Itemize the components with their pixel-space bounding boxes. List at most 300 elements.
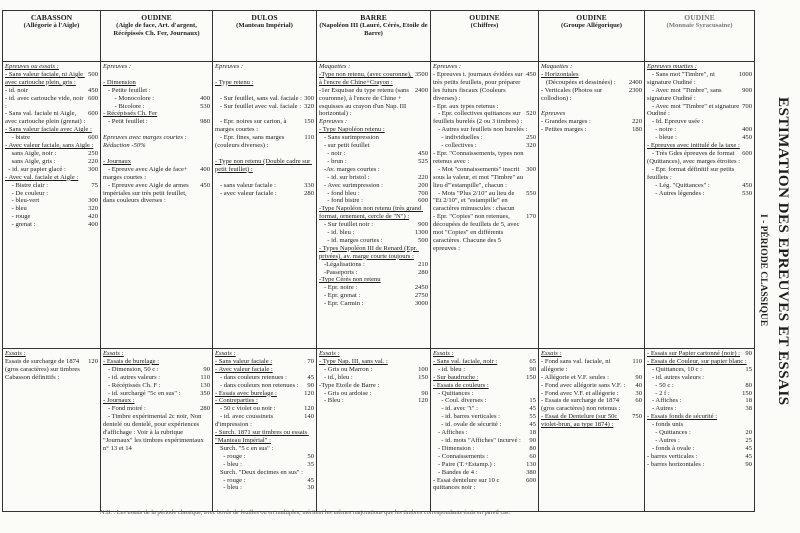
price-entry <box>319 269 428 277</box>
entry-label: - Quittances : <box>433 389 474 397</box>
header-row <box>3 11 755 62</box>
price-entry <box>433 453 536 461</box>
price-entry <box>103 87 210 95</box>
price-entry <box>647 429 752 437</box>
entry-label: Epreuves <box>541 110 566 118</box>
price-entry <box>647 461 752 469</box>
price-entry <box>319 142 428 150</box>
entry-label: - bleu : <box>215 484 242 492</box>
price-entry <box>319 174 428 182</box>
entry-price: 900 <box>418 221 428 229</box>
price-entry <box>647 358 752 366</box>
price-entry <box>433 437 536 445</box>
price-entry <box>541 358 642 374</box>
entry-label: - Epr. fines, sans marges (couleurs diverses) : <box>215 134 286 150</box>
entry-label: - Mots "Plus 2/10" au lieu de "Et 2/10", et "estampille" en caractères minuscules : chacun <box>433 189 517 213</box>
entry-label: - avec valeur faciale : <box>215 189 277 197</box>
entry-price: 400 <box>88 221 98 229</box>
price-entry <box>433 374 536 382</box>
price-entry <box>433 429 536 437</box>
entry-price: 300 <box>88 197 98 205</box>
entry-price: 530 <box>742 189 752 197</box>
entry-price: 450 <box>742 181 752 189</box>
entry-price: 55 <box>529 413 536 421</box>
price-entry <box>433 150 536 166</box>
entry-price: 2750 <box>414 292 428 300</box>
price-entry <box>319 134 428 142</box>
entry-price: 280 <box>418 268 428 276</box>
price-entry <box>5 221 98 229</box>
entry-label <box>215 110 314 118</box>
entry-price: 45 <box>745 444 752 452</box>
entry-label: - Gris ou ardoise : <box>319 389 372 397</box>
entry-price: 90 <box>745 460 752 468</box>
price-entry <box>5 71 98 87</box>
price-entry <box>103 166 210 182</box>
entry-label <box>103 150 210 158</box>
price-entry <box>319 237 428 245</box>
entry-label: - 50 c violet ou noir : <box>215 405 276 413</box>
entry-label: Epreuves ou essais : <box>5 63 59 70</box>
price-entry <box>5 110 98 126</box>
price-entry <box>647 390 752 398</box>
entry-price: 60 <box>529 452 536 460</box>
entry-price: 1000 <box>738 70 752 78</box>
entry-label: - Autres : <box>647 436 680 444</box>
price-entry <box>433 366 536 374</box>
entry-label: - Avec surimpression : <box>319 181 383 189</box>
entry-label: - id. avec cartouche vide, noir : <box>5 94 86 110</box>
price-entry <box>5 205 98 213</box>
price-entry <box>433 103 536 111</box>
entry-label: - Essais avec burelage : <box>215 389 277 397</box>
price-entry <box>215 350 314 358</box>
entry-price: 90 <box>421 389 428 397</box>
price-entry <box>433 213 536 253</box>
price-entry <box>215 477 314 485</box>
entry-label: - sans valeur faciale : <box>215 181 276 189</box>
price-entry <box>103 79 210 87</box>
entry-label: Essais de surcharge de 1874 (gros caractères) sur timbres Cabasson définitifs : <box>5 357 82 381</box>
entry-label: -Passeports : <box>319 268 358 276</box>
entry-price: 38 <box>745 405 752 413</box>
price-entry <box>103 95 210 103</box>
price-entry <box>433 110 536 126</box>
price-entry <box>647 126 752 134</box>
entry-label: - Récépissés Ch. Fer <box>103 110 158 118</box>
price-entry <box>5 197 98 205</box>
price-entry <box>215 413 314 429</box>
epreuves-cell <box>539 62 645 349</box>
entry-label: - Avec mot "Timbre" et signature Oudiné : <box>647 102 741 118</box>
epreuves-cell <box>3 62 101 349</box>
entry-label: - Allégorie et V.F. seules : <box>541 373 609 381</box>
price-entry <box>433 477 536 493</box>
entry-price: 700 <box>742 102 752 110</box>
entry-price: 450 <box>418 149 428 157</box>
entry-label: - Sur baudruche : <box>433 373 479 381</box>
entry-label: - Connaissements : <box>433 452 489 460</box>
entry-label: - id. mots "Affiches" incurvé : <box>433 436 521 444</box>
entry-price: 420 <box>88 213 98 221</box>
entry-label: - Avec valeur faciale : <box>215 365 273 373</box>
price-entry <box>103 397 210 405</box>
entry-label: - Essais fonds de sécurité : <box>647 413 718 421</box>
entry-label: - Timbre expérimental 2c noir, Non dentelé ou dentelé, pour expériences d'affichage : Voir à la rubrique "Journaux" les timbres expérimentaux n° 13 et 14 <box>103 413 206 452</box>
entry-price: 40 <box>635 381 642 389</box>
entry-price: 2400 <box>414 86 428 94</box>
price-entry <box>541 118 642 126</box>
entry-price: 150 <box>526 373 536 381</box>
entry-label <box>103 71 210 79</box>
price-entry <box>319 366 428 374</box>
entry-label: - brun : <box>319 157 347 165</box>
entry-label: Epreuves avec marges courtes : Réduction -50% <box>103 134 189 150</box>
footnote: N.B. : Les essais de la période classique, avec bords de feuilles ou en multiples, méritent les mêmes majorations que les timbres correspondants émis en pareil cas. <box>100 509 511 516</box>
essais-cell <box>431 349 539 512</box>
entry-label: - barres horizontales : <box>647 460 705 468</box>
entry-label: - Avec val. faciale et Aigle : <box>5 173 79 181</box>
entry-label: Essais : <box>5 350 26 357</box>
entry-price: 120 <box>418 397 428 405</box>
entry-label: - De couleur : <box>5 189 49 197</box>
entry-price: 20 <box>745 429 752 437</box>
price-entry <box>215 484 314 492</box>
entry-label: - Epr. collectives quittances sur feuillets burelés (2 ou 3 timbres) : <box>433 110 523 126</box>
entry-label: - Sans valeur faciale avec Aigle : <box>5 126 92 134</box>
col-header-oudine-chiffres: OUDINE (Chiffres) <box>431 11 539 62</box>
price-entry <box>541 374 642 382</box>
entry-price: 120 <box>304 405 314 413</box>
entry-price: 530 <box>200 102 210 110</box>
price-entry <box>5 190 98 198</box>
entry-label: - Essais de burelage : <box>103 357 160 365</box>
entry-label: - Sans surimpression <box>319 134 379 142</box>
col-header-dulos: DULOS (Manteau Impérial) <box>213 11 317 62</box>
entry-price: 500 <box>88 70 98 78</box>
entry-label: Surch. "5 c en sus" : <box>215 444 274 452</box>
entry-price: 450 <box>526 70 536 78</box>
entry-label: - Horizontales <box>541 70 579 78</box>
price-entry <box>103 413 210 453</box>
entry-price: 150 <box>418 373 428 381</box>
price-entry <box>5 126 98 134</box>
price-entry <box>319 158 428 166</box>
price-entry <box>433 190 536 214</box>
entry-label: - Essais de couleurs : <box>433 381 489 389</box>
entry-price: 90 <box>529 365 536 373</box>
price-entry <box>103 382 210 390</box>
entry-price: 90 <box>635 373 642 381</box>
entry-label: - Journaux <box>103 157 132 165</box>
price-entry <box>319 390 428 398</box>
entry-price: 90 <box>307 381 314 389</box>
price-entry <box>5 350 98 358</box>
price-entry <box>215 453 314 461</box>
entry-price: 45 <box>307 373 314 381</box>
entry-price: 600 <box>526 476 536 484</box>
entry-label: - Epr. noires sur carton, à marges courtes : <box>215 118 289 134</box>
entry-label: - Epreuve avec Aigle de face+ marges courtes : <box>103 165 190 181</box>
entry-price: 150 <box>304 118 314 126</box>
entry-label: - Essai de Dentelure (sur 50c violet-brun, au type 1874) : <box>541 413 620 429</box>
page-subtitle: I - PÉRIODE CLASSIQUE <box>758 214 768 327</box>
entry-label: - Bistre clair : <box>5 181 49 189</box>
entry-label: -Type Cérès non retenu <box>319 276 381 284</box>
entry-label: - dans couleurs non retenues : <box>215 381 299 389</box>
entry-label: - fonds à ovale : <box>647 444 695 452</box>
entry-price: 120 <box>88 357 98 365</box>
price-entry <box>319 63 428 71</box>
entry-label: - Journaux : <box>103 397 135 405</box>
price-entry <box>433 134 536 142</box>
price-entry <box>433 142 536 150</box>
entry-label: - Sans mot "Timbre", ni signature Oudiné : <box>647 70 717 86</box>
price-entry <box>647 413 752 421</box>
entry-label: - id. sur bristol : <box>319 173 370 181</box>
entry-label: - grenat : <box>5 221 36 229</box>
price-entry <box>215 95 314 103</box>
price-entry <box>103 405 210 413</box>
price-entry <box>103 134 210 150</box>
entry-label: - rouge : <box>215 452 246 460</box>
price-entry <box>647 374 752 382</box>
essais-row <box>3 349 755 512</box>
entry-label: - individuelles : <box>433 134 483 142</box>
price-entry <box>5 174 98 182</box>
entry-label: Essais : <box>541 350 562 357</box>
price-entry <box>5 134 98 142</box>
entry-price: 1300 <box>414 229 428 237</box>
price-entry <box>647 366 752 374</box>
price-entry <box>541 390 642 398</box>
price-entry <box>319 261 428 269</box>
price-entry <box>103 63 210 71</box>
entry-price: 18 <box>745 397 752 405</box>
price-entry <box>647 182 752 190</box>
price-entry <box>319 118 428 126</box>
price-entry <box>215 429 314 445</box>
entry-price: 30 <box>307 484 314 492</box>
entry-label: - barres verticales : <box>647 452 698 460</box>
entry-price: 170 <box>526 213 536 221</box>
price-entry <box>541 110 642 118</box>
price-entry <box>319 245 428 261</box>
entry-label: - Affiches : <box>433 429 468 437</box>
page-title: ESTIMATION DES EPREUVES ET ESSAIS <box>775 97 791 406</box>
price-entry <box>433 421 536 429</box>
entry-price: 520 <box>526 110 536 118</box>
price-entry <box>5 150 98 158</box>
entry-label: - id. surchargé "5c en sus" : <box>103 389 181 397</box>
entry-label: - id. ovale de sécurité : <box>433 421 502 429</box>
price-entry <box>215 358 314 366</box>
entry-label: - Sans val. faciale, noir : <box>433 357 498 365</box>
price-entry <box>215 190 314 198</box>
entry-label: - fonds unis <box>647 421 684 429</box>
epreuves-cell <box>101 62 213 349</box>
entry-price: 600 <box>418 197 428 205</box>
price-entry <box>215 87 314 95</box>
entry-price: 110 <box>632 357 642 365</box>
entry-label: - Mot "connaissements" inscrit sous la valeur, et mot "Timbre" au lieu d'"estampille", chacun : <box>433 165 525 189</box>
entry-price: 110 <box>304 134 314 142</box>
entry-label: - Fond sans val. faciale, ni allégorie : <box>541 357 613 373</box>
price-entry <box>541 87 642 103</box>
price-entry <box>647 71 752 87</box>
price-entry <box>647 437 752 445</box>
epreuves-row <box>3 62 755 349</box>
entry-label <box>541 103 642 111</box>
entry-label: - Autres légendes : <box>647 189 705 197</box>
entry-label: - Petites marges : <box>541 126 587 134</box>
price-entry <box>103 374 210 382</box>
entry-label: - bleu-vert <box>5 197 40 205</box>
price-entry <box>433 166 536 190</box>
entry-price: 130 <box>200 381 210 389</box>
entry-label: - Dimension, 50 c : <box>103 365 159 373</box>
entry-price: 120 <box>304 389 314 397</box>
entry-price: 350 <box>200 389 210 397</box>
entry-price: 90 <box>745 350 752 357</box>
price-entry <box>319 374 428 382</box>
price-entry <box>5 142 98 150</box>
entry-price: 380 <box>526 468 536 476</box>
price-entry <box>103 366 210 374</box>
entry-label: - Quittances, 10 c : <box>647 365 702 373</box>
epreuves-cell <box>431 62 539 349</box>
entry-label <box>215 150 314 158</box>
col-header-barre: BARRE (Napoléon III (Lauré, Cérès, Etoile de Barre) <box>317 11 431 62</box>
price-entry <box>647 421 752 429</box>
entry-label: - Sur feuillet, sans val. faciale : <box>215 94 302 102</box>
entry-price: 100 <box>418 365 428 373</box>
entry-price: 75 <box>91 181 98 189</box>
entry-label: - collectives : <box>433 142 477 150</box>
essais-cell <box>317 349 431 512</box>
price-entry <box>647 397 752 405</box>
entry-price: 3500 <box>414 70 428 78</box>
entry-price: 2450 <box>414 284 428 292</box>
entry-price: 200 <box>418 181 428 189</box>
entry-price: 400 <box>200 165 210 173</box>
entry-label: - Id. Epreuve usée : <box>647 118 704 126</box>
entry-label: - Epr. format définitif sur petits feuillets : <box>647 165 737 181</box>
entry-label: - Petit feuillet : <box>103 118 148 126</box>
entry-price: 130 <box>526 460 536 468</box>
price-entry <box>647 63 752 71</box>
price-entry <box>103 350 210 358</box>
price-entry <box>433 390 536 398</box>
entry-price: 15 <box>745 365 752 373</box>
price-entry <box>215 103 314 111</box>
entry-label: - Sans valeur faciale : <box>215 357 273 365</box>
price-entry <box>433 397 536 405</box>
col-header-oudine-groupe: OUDINE (Groupe Allégorique) <box>539 11 645 62</box>
entry-label: - bleu : <box>215 460 242 468</box>
entry-label: - Surch. 1871 sur timbres ou essais "Manteau Impérial" : <box>215 429 309 444</box>
entry-label: - id. marges courtes : <box>319 236 383 244</box>
entry-label: - Avec valeur faciale, sans Aigle : <box>5 142 94 150</box>
price-entry <box>319 87 428 119</box>
entry-label: (Découpées et dessinées) : <box>541 78 616 86</box>
price-entry <box>319 197 428 205</box>
entry-label: - Epreuves avec intitulé de la taxe : <box>647 142 740 150</box>
entry-label: - Epr. Carmin : <box>319 300 364 308</box>
entry-label: Epreuves : <box>319 118 348 126</box>
entry-label <box>215 87 314 95</box>
entry-label: - bistre <box>5 134 31 142</box>
entry-price: 220 <box>632 118 642 126</box>
essais-cell <box>101 349 213 512</box>
price-entry <box>5 95 98 111</box>
entry-price: 550 <box>526 189 536 197</box>
entry-label: - Epr. "Copies" non retenues, découpées de feuillets de 5, avec mot "Copies" en différents caractères. Chacune des 5 epreuves : <box>433 213 522 252</box>
entry-price: 450 <box>200 181 210 189</box>
price-entry <box>215 158 314 174</box>
entry-price: 320 <box>526 142 536 150</box>
epreuves-cell <box>213 62 317 349</box>
entry-label: - Petite feuillet : <box>103 86 151 94</box>
price-entry <box>103 103 210 111</box>
entry-label: - id. sur papier glacé : <box>5 165 66 173</box>
entry-label: - Type retenu : <box>215 78 254 86</box>
essais-cell <box>645 349 755 512</box>
price-entry <box>215 150 314 158</box>
price-entry <box>647 118 752 126</box>
price-entry <box>541 350 642 358</box>
entry-label: - Lég. "Quittances" : <box>647 181 710 189</box>
entry-price: 980 <box>200 118 210 126</box>
entry-price: 280 <box>304 189 314 197</box>
entry-price: 600 <box>742 149 752 157</box>
entry-label: - 2 f : <box>647 389 670 397</box>
entry-price: 35 <box>307 460 314 468</box>
price-entry <box>647 150 752 166</box>
entry-price: 250 <box>526 134 536 142</box>
entry-price: 450 <box>88 86 98 94</box>
entry-label: - Grandes marges : <box>541 118 591 126</box>
entry-label: Epreuves muettes : <box>647 63 697 70</box>
entry-price: 80 <box>745 381 752 389</box>
entry-label: Essais : <box>319 350 340 357</box>
price-entry <box>433 126 536 134</box>
price-entry <box>541 79 642 87</box>
entry-price: 900 <box>742 86 752 94</box>
entry-label: - id., bleu : <box>319 373 353 381</box>
entry-price: 30 <box>635 389 642 397</box>
entry-label: -Type Napoléon non retenu (très grand format, ornement, cercle de "N") : <box>319 205 423 221</box>
price-entry <box>103 110 210 118</box>
entry-price: 15 <box>529 397 536 405</box>
price-entry <box>433 445 536 453</box>
price-entry <box>647 103 752 119</box>
price-entry <box>319 358 428 366</box>
price-entry <box>319 292 428 300</box>
entry-label: - id. bleu : <box>433 365 466 373</box>
price-entry <box>5 182 98 190</box>
entry-price: 2400 <box>628 78 642 86</box>
price-entry <box>647 166 752 182</box>
entry-label: - Dimension <box>103 78 136 86</box>
essais-cell <box>3 349 101 512</box>
entry-price: 60 <box>635 397 642 405</box>
price-entry <box>319 350 428 358</box>
price-entry <box>647 382 752 390</box>
entry-label: - id. noir <box>5 86 28 94</box>
entry-price: 320 <box>88 205 98 213</box>
entry-price: 600 <box>88 110 98 118</box>
